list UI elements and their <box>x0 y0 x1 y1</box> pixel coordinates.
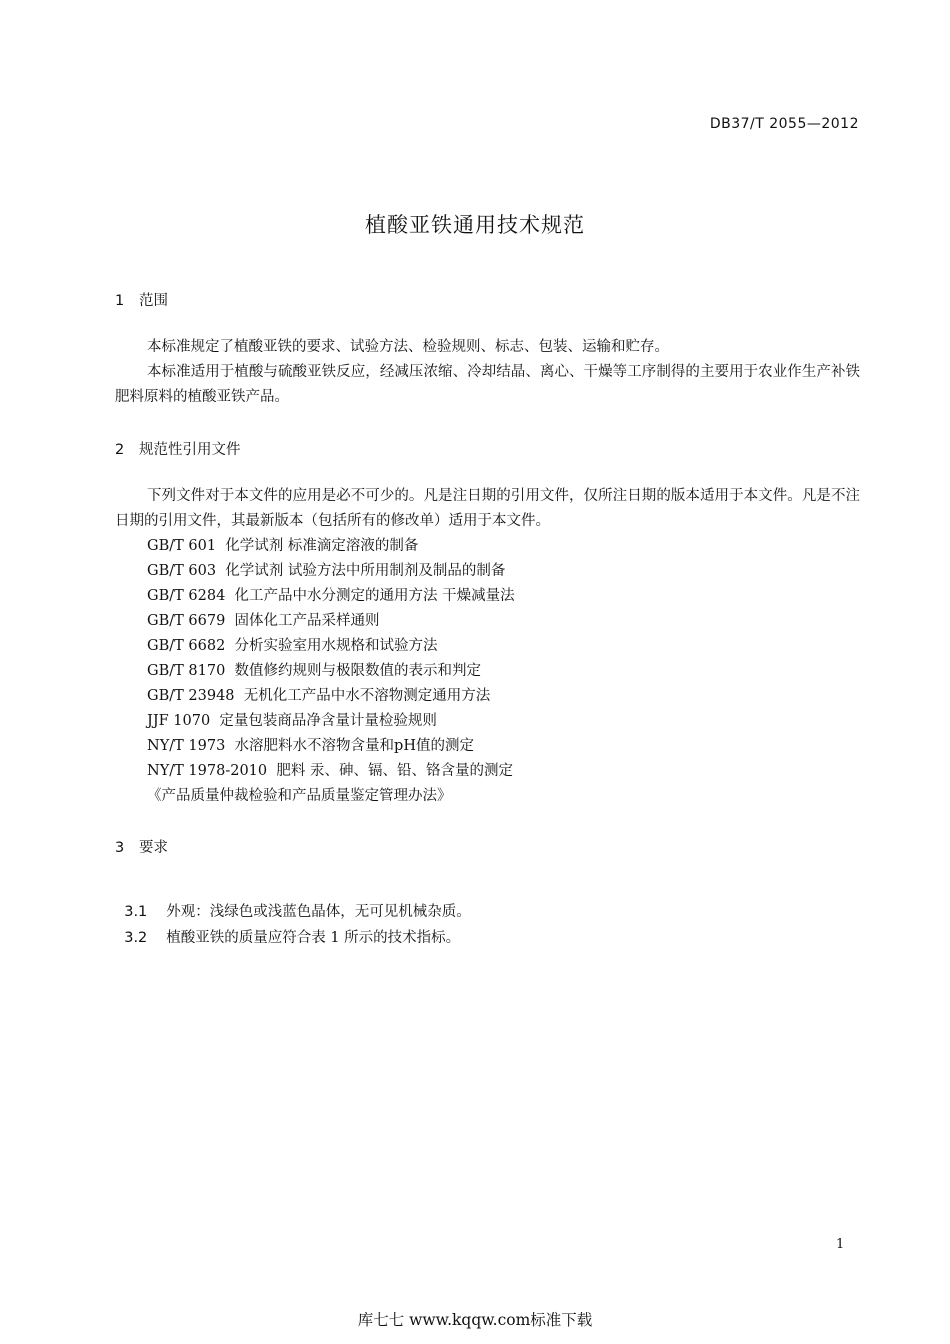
reference-item: NY/T 1978-2010 肥料 汞、砷、镉、铅、铬含量的测定 <box>147 763 513 779</box>
reference-item: GB/T 23948 无机化工产品中水不溶物测定通用方法 <box>147 688 491 704</box>
reference-item: GB/T 601 化学试剂 标准滴定溶液的制备 <box>147 538 419 554</box>
clause-text: 植酸亚铁的质量应符合表 1 所示的技术指标。 <box>166 930 461 946</box>
standard-code: DB37/T 2055—2012 <box>709 116 859 132</box>
section-title: 要求 <box>139 840 168 856</box>
clause-number: 3.1 <box>124 904 148 920</box>
reference-item: GB/T 8170 数值修约规则与极限数值的表示和判定 <box>147 663 482 679</box>
reference-item: NY/T 1973 水溶肥料水不溶物含量和pH值的测定 <box>147 738 474 754</box>
clause-number: 3.2 <box>124 930 148 946</box>
section-title: 规范性引用文件 <box>139 442 241 458</box>
section-heading-scope <box>115 289 168 310</box>
clause-text: 外观：浅绿色或浅蓝色晶体，无可见机械杂质。 <box>166 904 471 920</box>
reference-item: GB/T 6679 固体化工产品采样通则 <box>147 613 380 629</box>
footer-watermark: 库七七 www.kqqw.com标准下载 <box>357 1311 593 1329</box>
section-number: 3 <box>115 840 125 856</box>
scope-paragraph-1: 本标准规定了植酸亚铁的要求、试验方法、检验规则、标志、包装、运输和贮存。 <box>147 339 669 355</box>
reference-item: GB/T 6682 分析实验室用水规格和试验方法 <box>147 638 438 654</box>
section-heading-requirements <box>115 836 168 857</box>
document-title: 植酸亚铁通用技术规范 <box>365 213 585 237</box>
scope-paragraph-2: 本标准适用于植酸与硫酸亚铁反应，经减压浓缩、冷却结晶、离心、干燥等工序制得的主要用于农业作生产补铁肥料原料的植酸亚铁产品。 <box>115 364 860 405</box>
section-heading-references <box>115 438 241 459</box>
section-number: 1 <box>115 293 125 309</box>
references-intro: 下列文件对于本文件的应用是必不可少的。凡是注日期的引用文件，仅所注日期的版本适用于本文件。凡是不注日期的引用文件，其最新版本（包括所有的修改单）适用于本文件。 <box>115 488 860 529</box>
requirement-clause <box>115 910 460 947</box>
page-number: 1 <box>836 1237 845 1252</box>
reference-item: JJF 1070 定量包装商品净含量计量检验规则 <box>147 713 437 729</box>
reference-item: GB/T 6284 化工产品中水分测定的通用方法 干燥减量法 <box>147 588 515 604</box>
reference-item: 《产品质量仲裁检验和产品质量鉴定管理办法》 <box>147 788 452 804</box>
reference-item: GB/T 603 化学试剂 试验方法中所用制剂及制品的制备 <box>147 563 506 579</box>
section-number: 2 <box>115 442 125 458</box>
section-title: 范围 <box>139 293 168 309</box>
